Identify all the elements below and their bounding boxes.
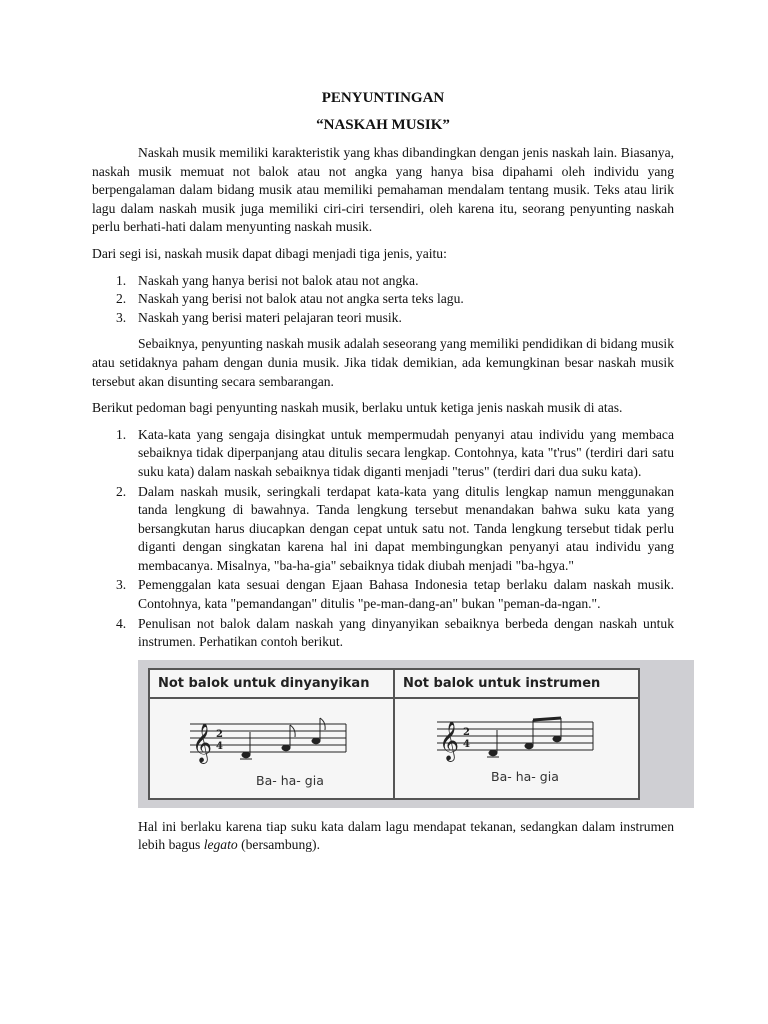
closing-text: Hal ini berlaku karena tiap suku kata dalam lagu mendapat tekanan, sedangkan dalam instrumen lebih bagus (138, 818, 674, 853)
list-item (92, 576, 674, 613)
list-number: 4. (116, 615, 127, 631)
notation-table (148, 668, 640, 800)
sung-notation-header: Not balok untuk dinyanyikan (150, 670, 393, 699)
list-text: Dalam naskah musik, seringkali terdapat kata-kata yang ditulis lengkap namun menggunakan tanda lengkung di bawahnya. Tanda lengkung tersebut menandakan bahwa suku kata yang bersangkutan harus diucapkan dengan cepat untuk satu not. Tanda lengkung tersebut tidak perlu diganti dengan singkatan karena hal ini dapat membingungkan penyanyi atau individu yang membacanya. Misalnya, "ba-ha-gia" sebaiknya tidak diubah menjadi "ba-hgya." (138, 483, 674, 573)
svg-text:4: 4 (216, 740, 223, 752)
list-text: Naskah yang berisi materi pelajaran teori musik. (138, 309, 402, 325)
list-text: Kata-kata yang sengaja disingkat untuk mempermudah penyanyi atau individu yang membaca sebaiknya tidak diperpanjang atau ditulis secara lengkap. Contohnya, kata "t'rus" (terdiri dari satu suku kata) dalam naskah sebaiknya tidak diganti menjadi "terus" (terdiri dari dua suku kata). (138, 426, 674, 479)
svg-text:𝄞: 𝄞 (439, 720, 460, 761)
closing-paragraph (92, 818, 674, 855)
list-item (92, 615, 674, 652)
closing-text-end: (bersambung). (237, 837, 320, 853)
svg-text:4: 4 (463, 738, 470, 750)
instrument-lyric: Ba- ha- gia (491, 768, 559, 784)
list-item (92, 483, 674, 576)
page-title: PENYUNTINGAN (321, 90, 445, 106)
sung-lyric: Ba- ha- gia (256, 772, 324, 788)
guides-list (92, 426, 674, 652)
document-page (92, 88, 674, 863)
intro-paragraph: Naskah musik memiliki karakteristik yang khas dibandingkan dengan jenis naskah lain. Biasanya, naskah musik memuat not balok atau not angka yang hanya bisa dipahami oleh individu yang berpengalaman dalam bidang musik atau memiliki pemahaman mendalam tentang musik. Teks atau lirik lagu dalam naskah musik juga memiliki ciri-ciri tersendiri, oleh karena itu, seorang penyunting naskah perlu berhati-hati dalam menyunting naskah musik. (92, 145, 674, 235)
closing-italic-term: legato (203, 837, 238, 853)
list-text: Pemenggalan kata sesuai dengan Ejaan Bahasa Indonesia tetap berlaku dalam naskah musik. Contohnya, kata "pemandangan" ditulis "pe-man-dang-an" bukan "peman-da-ngan.". (138, 577, 674, 612)
sung-notation-column (150, 670, 393, 798)
sung-staff-icon (190, 714, 350, 766)
list-item (92, 272, 674, 291)
list-number: 2. (116, 291, 127, 307)
list-number: 3. (116, 309, 127, 325)
page-subtitle: “NASKAH MUSIK” (316, 117, 450, 133)
list-text: Naskah yang hanya berisi not balok atau not angka. (138, 272, 419, 288)
instrument-notation-header: Not balok untuk instrumen (395, 670, 638, 699)
list-number: 2. (116, 483, 127, 499)
instrument-staff-icon (437, 712, 597, 764)
editor-paragraph: Sebaiknya, penyunting naskah musik adalah seseorang yang memiliki pendidikan di bidang musik atau setidaknya paham dengan dunia musik. Jika tidak demikian, ada kemungkinan besar naskah musik tersebut akan disunting secara sembarangan. (92, 336, 674, 389)
svg-text:2: 2 (216, 728, 223, 740)
list-item (92, 426, 674, 482)
types-list (92, 272, 674, 328)
list-item (92, 309, 674, 328)
svg-text:𝄞: 𝄞 (192, 722, 213, 763)
list-number: 3. (116, 577, 127, 593)
list-number: 1. (116, 272, 127, 288)
svg-text:2: 2 (463, 726, 470, 738)
notation-example-figure (138, 660, 694, 808)
types-intro-paragraph: Dari segi isi, naskah musik dapat dibagi menjadi tiga jenis, yaitu: (92, 245, 447, 261)
list-item (92, 290, 674, 309)
list-text: Penulisan not balok dalam naskah yang dinyanyikan sebaiknya berbeda dengan naskah untuk instrumen. Perhatikan contoh berikut. (138, 615, 674, 650)
guide-intro-paragraph: Berikut pedoman bagi penyunting naskah musik, berlaku untuk ketiga jenis naskah musik di atas. (92, 400, 623, 416)
instrument-notation-column (393, 670, 638, 798)
list-number: 1. (116, 426, 127, 442)
list-text: Naskah yang berisi not balok atau not angka serta teks lagu. (138, 291, 464, 307)
